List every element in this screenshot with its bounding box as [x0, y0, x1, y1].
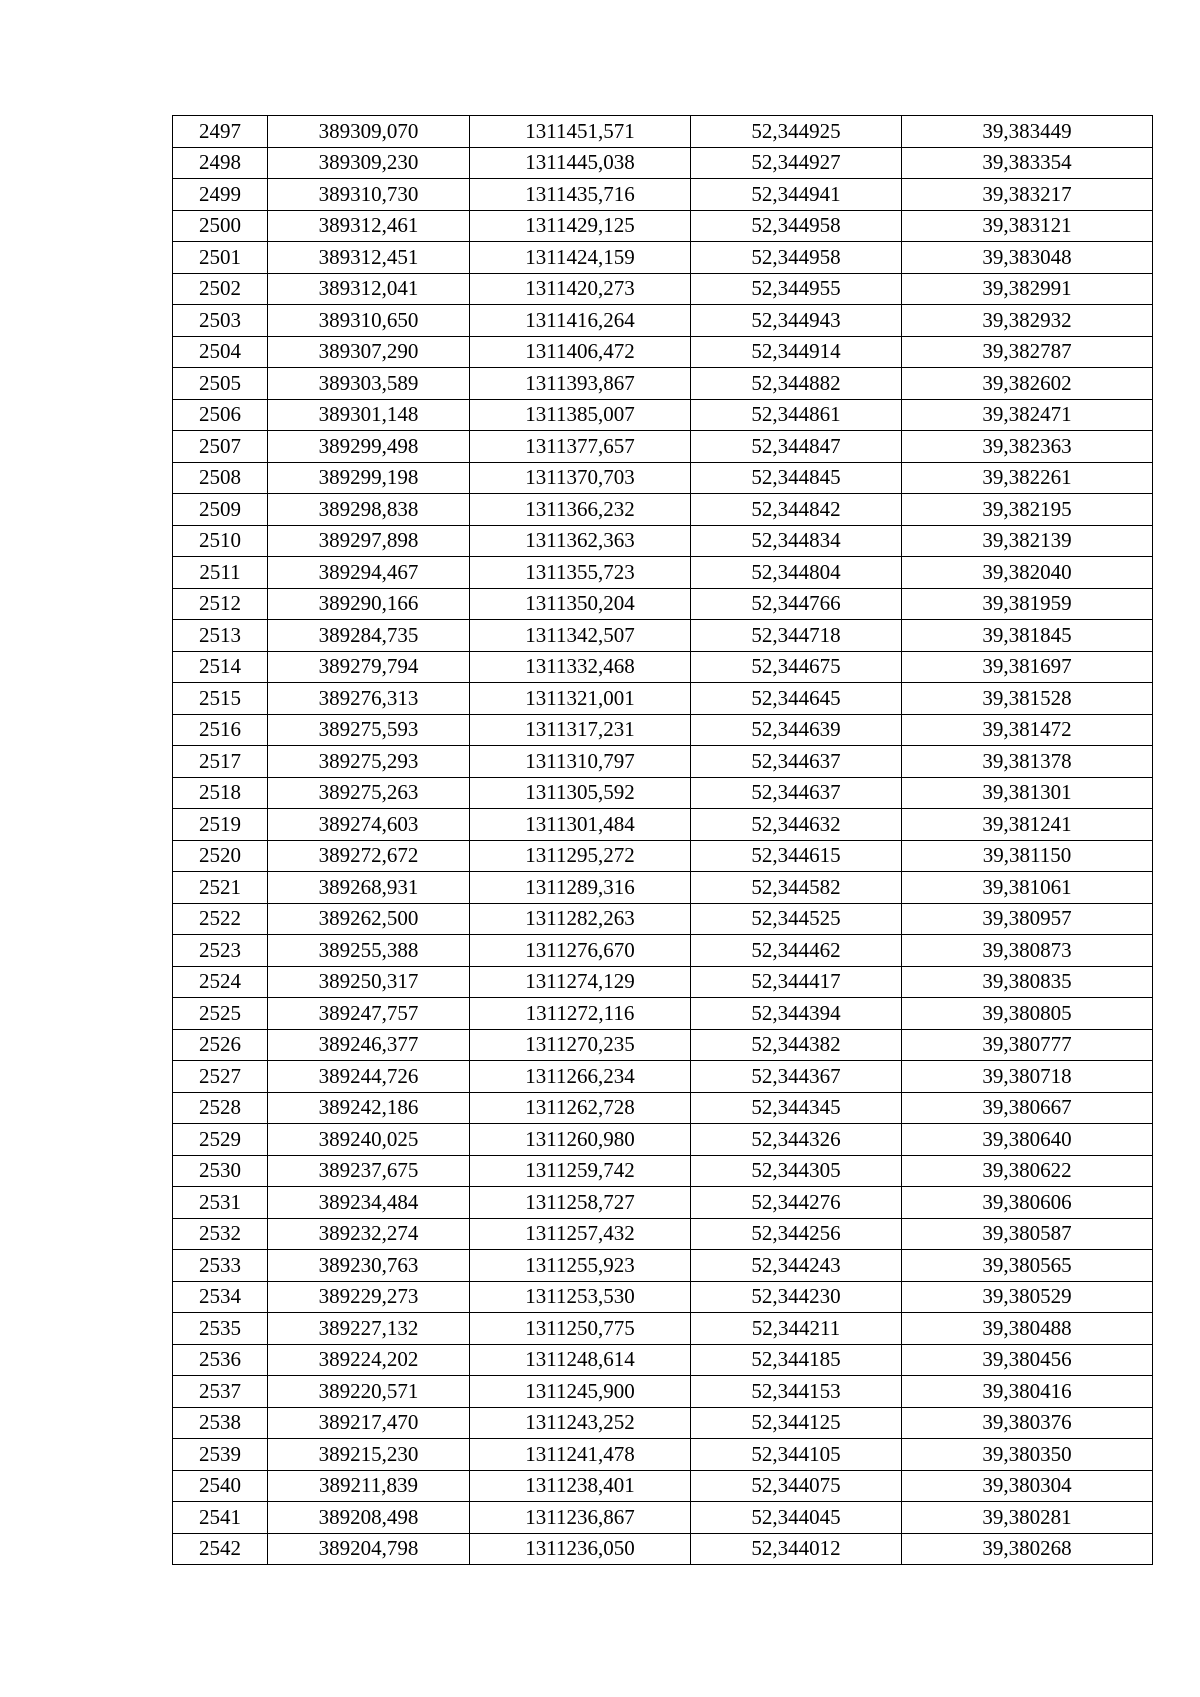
x-coordinate-cell: 389276,313 [268, 683, 470, 715]
latitude-cell: 52,344345 [691, 1092, 902, 1124]
table-row [173, 903, 1153, 935]
latitude-cell: 52,344842 [691, 494, 902, 526]
longitude-cell: 39,381472 [902, 714, 1153, 746]
y-coordinate-cell: 1311270,235 [470, 1029, 691, 1061]
point-number-cell: 2509 [173, 494, 268, 526]
y-coordinate-cell: 1311282,263 [470, 903, 691, 935]
longitude-cell: 39,381241 [902, 809, 1153, 841]
coordinates-table [172, 115, 1153, 1565]
x-coordinate-cell: 389297,898 [268, 525, 470, 557]
latitude-cell: 52,344675 [691, 651, 902, 683]
y-coordinate-cell: 1311262,728 [470, 1092, 691, 1124]
longitude-cell: 39,380529 [902, 1281, 1153, 1313]
latitude-cell: 52,344105 [691, 1439, 902, 1471]
x-coordinate-cell: 389307,290 [268, 336, 470, 368]
table-row [173, 1218, 1153, 1250]
point-number-cell: 2538 [173, 1407, 268, 1439]
y-coordinate-cell: 1311276,670 [470, 935, 691, 967]
latitude-cell: 52,344861 [691, 399, 902, 431]
longitude-cell: 39,382602 [902, 368, 1153, 400]
longitude-cell: 39,381301 [902, 777, 1153, 809]
longitude-cell: 39,382471 [902, 399, 1153, 431]
latitude-cell: 52,344012 [691, 1533, 902, 1565]
y-coordinate-cell: 1311248,614 [470, 1344, 691, 1376]
x-coordinate-cell: 389237,675 [268, 1155, 470, 1187]
table-row [173, 525, 1153, 557]
longitude-cell: 39,381697 [902, 651, 1153, 683]
point-number-cell: 2512 [173, 588, 268, 620]
table-row [173, 966, 1153, 998]
x-coordinate-cell: 389215,230 [268, 1439, 470, 1471]
longitude-cell: 39,382363 [902, 431, 1153, 463]
table-row [173, 494, 1153, 526]
x-coordinate-cell: 389312,451 [268, 242, 470, 274]
x-coordinate-cell: 389299,498 [268, 431, 470, 463]
y-coordinate-cell: 1311301,484 [470, 809, 691, 841]
longitude-cell: 39,383121 [902, 210, 1153, 242]
point-number-cell: 2506 [173, 399, 268, 431]
longitude-cell: 39,381378 [902, 746, 1153, 778]
x-coordinate-cell: 389298,838 [268, 494, 470, 526]
point-number-cell: 2521 [173, 872, 268, 904]
table-row [173, 1029, 1153, 1061]
y-coordinate-cell: 1311424,159 [470, 242, 691, 274]
longitude-cell: 39,382261 [902, 462, 1153, 494]
latitude-cell: 52,344927 [691, 147, 902, 179]
table-row [173, 840, 1153, 872]
longitude-cell: 39,380268 [902, 1533, 1153, 1565]
table-row [173, 746, 1153, 778]
y-coordinate-cell: 1311366,232 [470, 494, 691, 526]
latitude-cell: 52,344958 [691, 210, 902, 242]
latitude-cell: 52,344943 [691, 305, 902, 337]
x-coordinate-cell: 389274,603 [268, 809, 470, 841]
table-row [173, 1250, 1153, 1282]
point-number-cell: 2539 [173, 1439, 268, 1471]
longitude-cell: 39,380416 [902, 1376, 1153, 1408]
point-number-cell: 2497 [173, 116, 268, 148]
longitude-cell: 39,380456 [902, 1344, 1153, 1376]
latitude-cell: 52,344834 [691, 525, 902, 557]
table-row [173, 1187, 1153, 1219]
y-coordinate-cell: 1311445,038 [470, 147, 691, 179]
y-coordinate-cell: 1311321,001 [470, 683, 691, 715]
point-number-cell: 2504 [173, 336, 268, 368]
y-coordinate-cell: 1311257,432 [470, 1218, 691, 1250]
latitude-cell: 52,344637 [691, 777, 902, 809]
x-coordinate-cell: 389312,461 [268, 210, 470, 242]
table-row [173, 179, 1153, 211]
point-number-cell: 2527 [173, 1061, 268, 1093]
latitude-cell: 52,344462 [691, 935, 902, 967]
x-coordinate-cell: 389301,148 [268, 399, 470, 431]
table-row [173, 116, 1153, 148]
x-coordinate-cell: 389294,467 [268, 557, 470, 589]
point-number-cell: 2524 [173, 966, 268, 998]
table-row [173, 462, 1153, 494]
table-row [173, 1281, 1153, 1313]
y-coordinate-cell: 1311272,116 [470, 998, 691, 1030]
y-coordinate-cell: 1311362,363 [470, 525, 691, 557]
point-number-cell: 2534 [173, 1281, 268, 1313]
longitude-cell: 39,380350 [902, 1439, 1153, 1471]
x-coordinate-cell: 389299,198 [268, 462, 470, 494]
longitude-cell: 39,381845 [902, 620, 1153, 652]
table-row [173, 1124, 1153, 1156]
latitude-cell: 52,344045 [691, 1502, 902, 1534]
x-coordinate-cell: 389275,593 [268, 714, 470, 746]
longitude-cell: 39,381150 [902, 840, 1153, 872]
x-coordinate-cell: 389312,041 [268, 273, 470, 305]
table-row [173, 1376, 1153, 1408]
y-coordinate-cell: 1311236,867 [470, 1502, 691, 1534]
latitude-cell: 52,344185 [691, 1344, 902, 1376]
y-coordinate-cell: 1311435,716 [470, 179, 691, 211]
x-coordinate-cell: 389262,500 [268, 903, 470, 935]
table-row [173, 399, 1153, 431]
y-coordinate-cell: 1311274,129 [470, 966, 691, 998]
longitude-cell: 39,383217 [902, 179, 1153, 211]
point-number-cell: 2525 [173, 998, 268, 1030]
y-coordinate-cell: 1311310,797 [470, 746, 691, 778]
latitude-cell: 52,344305 [691, 1155, 902, 1187]
x-coordinate-cell: 389309,070 [268, 116, 470, 148]
latitude-cell: 52,344718 [691, 620, 902, 652]
longitude-cell: 39,382932 [902, 305, 1153, 337]
longitude-cell: 39,382040 [902, 557, 1153, 589]
y-coordinate-cell: 1311451,571 [470, 116, 691, 148]
y-coordinate-cell: 1311342,507 [470, 620, 691, 652]
table-row [173, 1313, 1153, 1345]
latitude-cell: 52,344582 [691, 872, 902, 904]
y-coordinate-cell: 1311259,742 [470, 1155, 691, 1187]
longitude-cell: 39,380667 [902, 1092, 1153, 1124]
x-coordinate-cell: 389310,730 [268, 179, 470, 211]
point-number-cell: 2520 [173, 840, 268, 872]
point-number-cell: 2541 [173, 1502, 268, 1534]
x-coordinate-cell: 389220,571 [268, 1376, 470, 1408]
longitude-cell: 39,383449 [902, 116, 1153, 148]
latitude-cell: 52,344958 [691, 242, 902, 274]
x-coordinate-cell: 389244,726 [268, 1061, 470, 1093]
point-number-cell: 2523 [173, 935, 268, 967]
y-coordinate-cell: 1311238,401 [470, 1470, 691, 1502]
x-coordinate-cell: 389290,166 [268, 588, 470, 620]
x-coordinate-cell: 389208,498 [268, 1502, 470, 1534]
y-coordinate-cell: 1311253,530 [470, 1281, 691, 1313]
longitude-cell: 39,380622 [902, 1155, 1153, 1187]
point-number-cell: 2513 [173, 620, 268, 652]
y-coordinate-cell: 1311295,272 [470, 840, 691, 872]
table-row [173, 998, 1153, 1030]
y-coordinate-cell: 1311416,264 [470, 305, 691, 337]
y-coordinate-cell: 1311260,980 [470, 1124, 691, 1156]
longitude-cell: 39,380718 [902, 1061, 1153, 1093]
longitude-cell: 39,381528 [902, 683, 1153, 715]
latitude-cell: 52,344645 [691, 683, 902, 715]
table-row [173, 872, 1153, 904]
x-coordinate-cell: 389227,132 [268, 1313, 470, 1345]
y-coordinate-cell: 1311245,900 [470, 1376, 691, 1408]
point-number-cell: 2533 [173, 1250, 268, 1282]
longitude-cell: 39,381959 [902, 588, 1153, 620]
x-coordinate-cell: 389217,470 [268, 1407, 470, 1439]
latitude-cell: 52,344925 [691, 116, 902, 148]
coordinates-table-body [173, 116, 1153, 1565]
x-coordinate-cell: 389224,202 [268, 1344, 470, 1376]
y-coordinate-cell: 1311420,273 [470, 273, 691, 305]
point-number-cell: 2517 [173, 746, 268, 778]
point-number-cell: 2514 [173, 651, 268, 683]
latitude-cell: 52,344941 [691, 179, 902, 211]
table-row [173, 242, 1153, 274]
latitude-cell: 52,344367 [691, 1061, 902, 1093]
table-row [173, 1533, 1153, 1565]
table-row [173, 620, 1153, 652]
latitude-cell: 52,344276 [691, 1187, 902, 1219]
table-row [173, 1061, 1153, 1093]
x-coordinate-cell: 389310,650 [268, 305, 470, 337]
longitude-cell: 39,380606 [902, 1187, 1153, 1219]
x-coordinate-cell: 389247,757 [268, 998, 470, 1030]
table-row [173, 1470, 1153, 1502]
x-coordinate-cell: 389275,293 [268, 746, 470, 778]
x-coordinate-cell: 389234,484 [268, 1187, 470, 1219]
latitude-cell: 52,344125 [691, 1407, 902, 1439]
latitude-cell: 52,344955 [691, 273, 902, 305]
x-coordinate-cell: 389242,186 [268, 1092, 470, 1124]
point-number-cell: 2498 [173, 147, 268, 179]
latitude-cell: 52,344847 [691, 431, 902, 463]
point-number-cell: 2501 [173, 242, 268, 274]
x-coordinate-cell: 389240,025 [268, 1124, 470, 1156]
longitude-cell: 39,382991 [902, 273, 1153, 305]
y-coordinate-cell: 1311255,923 [470, 1250, 691, 1282]
table-row [173, 273, 1153, 305]
point-number-cell: 2530 [173, 1155, 268, 1187]
table-row [173, 683, 1153, 715]
longitude-cell: 39,380957 [902, 903, 1153, 935]
point-number-cell: 2519 [173, 809, 268, 841]
latitude-cell: 52,344394 [691, 998, 902, 1030]
table-row [173, 777, 1153, 809]
table-row [173, 714, 1153, 746]
point-number-cell: 2526 [173, 1029, 268, 1061]
table-row [173, 305, 1153, 337]
latitude-cell: 52,344230 [691, 1281, 902, 1313]
longitude-cell: 39,380304 [902, 1470, 1153, 1502]
table-row [173, 431, 1153, 463]
x-coordinate-cell: 389284,735 [268, 620, 470, 652]
longitude-cell: 39,380488 [902, 1313, 1153, 1345]
longitude-cell: 39,380777 [902, 1029, 1153, 1061]
x-coordinate-cell: 389279,794 [268, 651, 470, 683]
point-number-cell: 2503 [173, 305, 268, 337]
longitude-cell: 39,380565 [902, 1250, 1153, 1282]
point-number-cell: 2518 [173, 777, 268, 809]
table-row [173, 368, 1153, 400]
x-coordinate-cell: 389232,274 [268, 1218, 470, 1250]
latitude-cell: 52,344845 [691, 462, 902, 494]
point-number-cell: 2510 [173, 525, 268, 557]
point-number-cell: 2528 [173, 1092, 268, 1124]
longitude-cell: 39,380805 [902, 998, 1153, 1030]
latitude-cell: 52,344637 [691, 746, 902, 778]
latitude-cell: 52,344525 [691, 903, 902, 935]
point-number-cell: 2502 [173, 273, 268, 305]
latitude-cell: 52,344615 [691, 840, 902, 872]
point-number-cell: 2515 [173, 683, 268, 715]
point-number-cell: 2542 [173, 1533, 268, 1565]
point-number-cell: 2507 [173, 431, 268, 463]
point-number-cell: 2537 [173, 1376, 268, 1408]
y-coordinate-cell: 1311350,204 [470, 588, 691, 620]
y-coordinate-cell: 1311258,727 [470, 1187, 691, 1219]
longitude-cell: 39,382787 [902, 336, 1153, 368]
longitude-cell: 39,380281 [902, 1502, 1153, 1534]
table-row [173, 210, 1153, 242]
x-coordinate-cell: 389275,263 [268, 777, 470, 809]
longitude-cell: 39,381061 [902, 872, 1153, 904]
y-coordinate-cell: 1311332,468 [470, 651, 691, 683]
table-row [173, 809, 1153, 841]
y-coordinate-cell: 1311289,316 [470, 872, 691, 904]
latitude-cell: 52,344882 [691, 368, 902, 400]
y-coordinate-cell: 1311429,125 [470, 210, 691, 242]
latitude-cell: 52,344075 [691, 1470, 902, 1502]
point-number-cell: 2529 [173, 1124, 268, 1156]
longitude-cell: 39,380587 [902, 1218, 1153, 1250]
longitude-cell: 39,382195 [902, 494, 1153, 526]
x-coordinate-cell: 389204,798 [268, 1533, 470, 1565]
point-number-cell: 2500 [173, 210, 268, 242]
latitude-cell: 52,344211 [691, 1313, 902, 1345]
x-coordinate-cell: 389255,388 [268, 935, 470, 967]
x-coordinate-cell: 389229,273 [268, 1281, 470, 1313]
latitude-cell: 52,344382 [691, 1029, 902, 1061]
point-number-cell: 2531 [173, 1187, 268, 1219]
y-coordinate-cell: 1311385,007 [470, 399, 691, 431]
x-coordinate-cell: 389309,230 [268, 147, 470, 179]
y-coordinate-cell: 1311305,592 [470, 777, 691, 809]
latitude-cell: 52,344766 [691, 588, 902, 620]
table-row [173, 147, 1153, 179]
longitude-cell: 39,380835 [902, 966, 1153, 998]
x-coordinate-cell: 389211,839 [268, 1470, 470, 1502]
point-number-cell: 2522 [173, 903, 268, 935]
table-row [173, 336, 1153, 368]
y-coordinate-cell: 1311241,478 [470, 1439, 691, 1471]
latitude-cell: 52,344632 [691, 809, 902, 841]
point-number-cell: 2535 [173, 1313, 268, 1345]
table-row [173, 1344, 1153, 1376]
x-coordinate-cell: 389230,763 [268, 1250, 470, 1282]
latitude-cell: 52,344243 [691, 1250, 902, 1282]
longitude-cell: 39,382139 [902, 525, 1153, 557]
y-coordinate-cell: 1311355,723 [470, 557, 691, 589]
x-coordinate-cell: 389268,931 [268, 872, 470, 904]
table-row [173, 1439, 1153, 1471]
longitude-cell: 39,380376 [902, 1407, 1153, 1439]
y-coordinate-cell: 1311393,867 [470, 368, 691, 400]
longitude-cell: 39,383048 [902, 242, 1153, 274]
latitude-cell: 52,344326 [691, 1124, 902, 1156]
x-coordinate-cell: 389303,589 [268, 368, 470, 400]
y-coordinate-cell: 1311377,657 [470, 431, 691, 463]
point-number-cell: 2511 [173, 557, 268, 589]
point-number-cell: 2516 [173, 714, 268, 746]
latitude-cell: 52,344804 [691, 557, 902, 589]
table-row [173, 557, 1153, 589]
table-row [173, 1407, 1153, 1439]
longitude-cell: 39,380873 [902, 935, 1153, 967]
y-coordinate-cell: 1311266,234 [470, 1061, 691, 1093]
x-coordinate-cell: 389246,377 [268, 1029, 470, 1061]
y-coordinate-cell: 1311243,252 [470, 1407, 691, 1439]
table-row [173, 651, 1153, 683]
y-coordinate-cell: 1311317,231 [470, 714, 691, 746]
table-row [173, 1092, 1153, 1124]
y-coordinate-cell: 1311370,703 [470, 462, 691, 494]
latitude-cell: 52,344914 [691, 336, 902, 368]
point-number-cell: 2532 [173, 1218, 268, 1250]
longitude-cell: 39,380640 [902, 1124, 1153, 1156]
longitude-cell: 39,383354 [902, 147, 1153, 179]
point-number-cell: 2499 [173, 179, 268, 211]
x-coordinate-cell: 389272,672 [268, 840, 470, 872]
point-number-cell: 2536 [173, 1344, 268, 1376]
latitude-cell: 52,344256 [691, 1218, 902, 1250]
latitude-cell: 52,344153 [691, 1376, 902, 1408]
y-coordinate-cell: 1311250,775 [470, 1313, 691, 1345]
latitude-cell: 52,344639 [691, 714, 902, 746]
x-coordinate-cell: 389250,317 [268, 966, 470, 998]
latitude-cell: 52,344417 [691, 966, 902, 998]
point-number-cell: 2540 [173, 1470, 268, 1502]
point-number-cell: 2508 [173, 462, 268, 494]
table-row [173, 1155, 1153, 1187]
table-row [173, 588, 1153, 620]
table-row [173, 935, 1153, 967]
y-coordinate-cell: 1311236,050 [470, 1533, 691, 1565]
point-number-cell: 2505 [173, 368, 268, 400]
y-coordinate-cell: 1311406,472 [470, 336, 691, 368]
table-row [173, 1502, 1153, 1534]
